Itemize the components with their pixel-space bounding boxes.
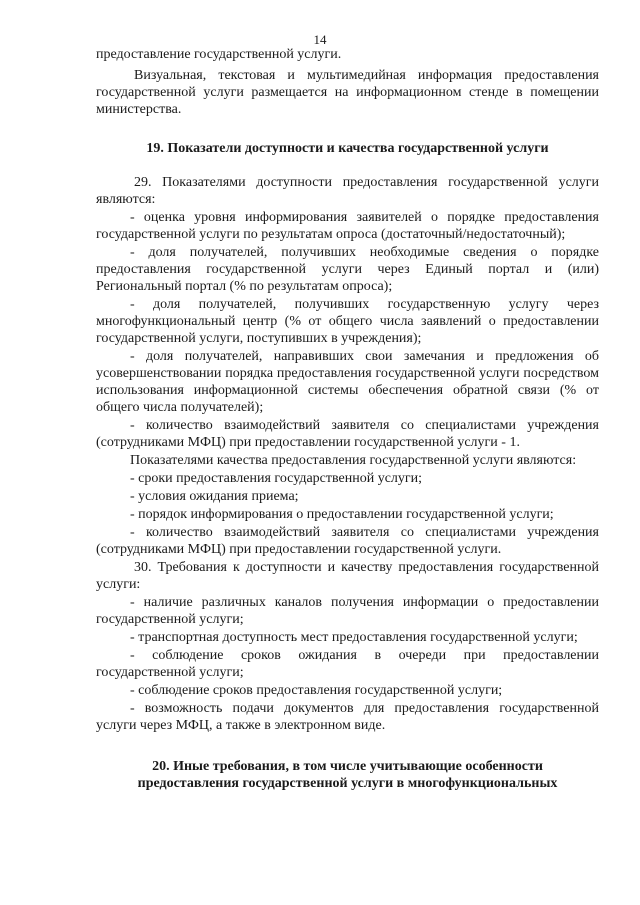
list-item: - условия ожидания приема; — [130, 489, 299, 504]
paragraph-30: 30. Требования к доступности и качеству предоставления государственной услуги: — [96, 560, 599, 592]
list-item: - количество взаимодействий заявителя со специалистами учреждения (сотрудниками МФЦ) при предоставлении государственной услуги - 1. — [96, 418, 599, 450]
list-item: - порядок информирования о предоставлении государственной услуги; — [130, 507, 554, 522]
list-item: - наличие различных каналов получения информации о предоставлении государственной услуги; — [96, 595, 599, 627]
paragraph-29: 29. Показателями доступности предоставления государственной услуги являются: — [96, 175, 599, 207]
list-item: - соблюдение сроков ожидания в очереди при предоставлении государственной услуги; — [96, 648, 599, 680]
text-line: предоставление государственной услуги. — [96, 47, 342, 62]
list-item: - доля получателей, получивших необходимые сведения о порядке предоставления государственной услуги через Единый портал и (или) Региональный портал (% по результатам опроса); — [96, 245, 599, 294]
list-item: - оценка уровня информирования заявителей о порядке предоставления государственной услуги по результатам опроса (достаточный/недостаточный); — [96, 210, 599, 242]
heading-line: 20. Иные требования, в том числе учитывающие особенности — [152, 759, 543, 774]
list-item: - транспортная доступность мест предоставления государственной услуги; — [130, 630, 578, 645]
section-heading-19: 19. Показатели доступности и качества государственной услуги — [146, 141, 549, 156]
list-item: - количество взаимодействий заявителя со специалистами учреждения (сотрудниками МФЦ) при предоставлении государственной услуги. — [96, 525, 599, 557]
page-number: 14 — [313, 32, 327, 47]
heading-line: предоставления государственной услуги в многофункциональных — [137, 776, 558, 791]
list-item: - сроки предоставления государственной услуги; — [130, 471, 423, 486]
list-item: - соблюдение сроков предоставления государственной услуги; — [130, 683, 503, 698]
list-item: - доля получателей, направивших свои замечания и предложения об усовершенствовании порядка предоставления государственной услуги посредством использования информационной системы обеспечения обратной связи (% от общего числа получателей); — [96, 349, 599, 415]
paragraph: Показателями качества предоставления государственной услуги являются: — [130, 453, 577, 468]
list-item: - возможность подачи документов для предоставления государственной услуги через МФЦ, а также в электронном виде. — [96, 701, 599, 733]
section-heading-20 — [96, 758, 599, 792]
paragraph: Визуальная, текстовая и мультимедийная информация предоставления государственной услуги размещается на информационном стенде в помещении министерства. — [96, 68, 599, 117]
page-content — [96, 46, 599, 792]
list-item: - доля получателей, получивших государственную услугу через многофункциональный центр (% от общего числа заявлений о предоставлении государственной услуги, поступивших в учреждения); — [96, 297, 599, 346]
